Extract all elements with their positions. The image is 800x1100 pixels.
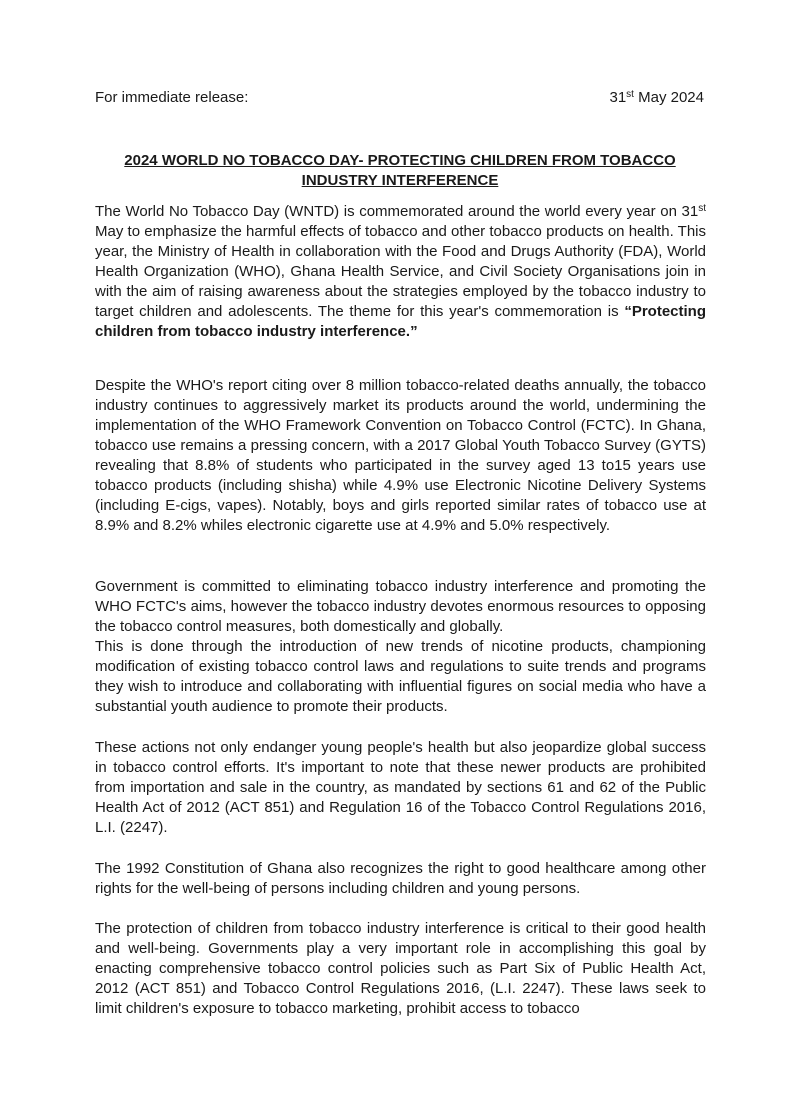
release-date [609, 89, 704, 106]
paragraph-statistics: Despite the WHO's report citing over 8 million tobacco-related deaths annually, the tobacco industry continues to aggressively market its products around the world, undermining the implementation of the WHO Framework Convention on Tobacco Control (FCTC). In Ghana, tobacco use remains a pressing concern, with a 2017 Global Youth Tobacco Survey (GYTS) revealing that 8.8% of students who participated in the survey aged 13 to15 years use tobacco products (including shisha) while 4.9% use Electronic Nicotine Delivery Systems (including E-cigs, vapes). Notably, boys and girls reported similar rates of tobacco use at 8.9% and 8.2% whiles electronic cigarette use at 4.9% and 5.0% respectively. [95, 377, 706, 534]
paragraph-protection: The protection of children from tobacco industry interference is critical to their good health and well-being. Governments play a very important role in accomplishing this goal by enacting comprehensive tobacco control policies such as Part Six of Public Health Act, 2012 (ACT 851) and Tobacco Control Regulations 2016, (L.I. 2247). These laws seek to limit children's exposure to tobacco marketing, prohibit access to tobacco [95, 920, 706, 1017]
theme-text: “Protecting children from tobacco industry interference.” [95, 303, 706, 340]
release-label: For immediate release: [95, 89, 249, 106]
paragraph-industry-tactics: This is done through the introduction of new trends of nicotine products, championing modification of existing tobacco control laws and regulations to suite trends and programs they wish to introduce and collaborating with influential figures on social media who have a substantial youth audience to promote their products. [95, 638, 706, 715]
paragraph-government: Government is committed to eliminating tobacco industry interference and promoting the WHO FCTC's aims, however the tobacco industry devotes enormous resources to opposing the tobacco control measures, both domestically and globally. [95, 578, 706, 635]
date-suffix: st [626, 89, 634, 100]
paragraph-constitution: The 1992 Constitution of Ghana also recognizes the right to good healthcare among other rights for the well-being of persons including children and young persons. [95, 860, 706, 897]
intro-sup: st [698, 203, 706, 214]
intro-text-b: May to emphasize the harmful effects of tobacco and other tobacco products on health. This year, the Ministry of Health in collaboration with the Food and Drugs Authority (FDA), World Health Organization (WHO), Ghana Health Service, and Civil Society Organisations join in with the aim of raising awareness about the strategies employed by the tobacco industry to target children and adolescents. The theme for this year's commemoration is [95, 223, 706, 320]
document-title: 2024 WORLD NO TOBACCO DAY- PROTECTING CHILDREN FROM TOBACCO INDUSTRY INTERFERENCE [124, 152, 676, 189]
intro-text-a: The World No Tobacco Day (WNTD) is commemorated around the world every year on 31 [95, 203, 699, 220]
date-month-year: May 2024 [633, 89, 704, 106]
date-day: 31 [609, 89, 627, 106]
paragraph-intro [95, 202, 706, 342]
paragraph-actions: These actions not only endanger young people's health but also jeopardize global success in tobacco control efforts. It's important to note that these newer products are prohibited from importation and sale in the country, as mandated by sections 61 and 62 of the Public Health Act of 2012 (ACT 851) and Regulation 16 of the Tobacco Control Regulations 2016, L.I. (2247). [95, 739, 706, 836]
